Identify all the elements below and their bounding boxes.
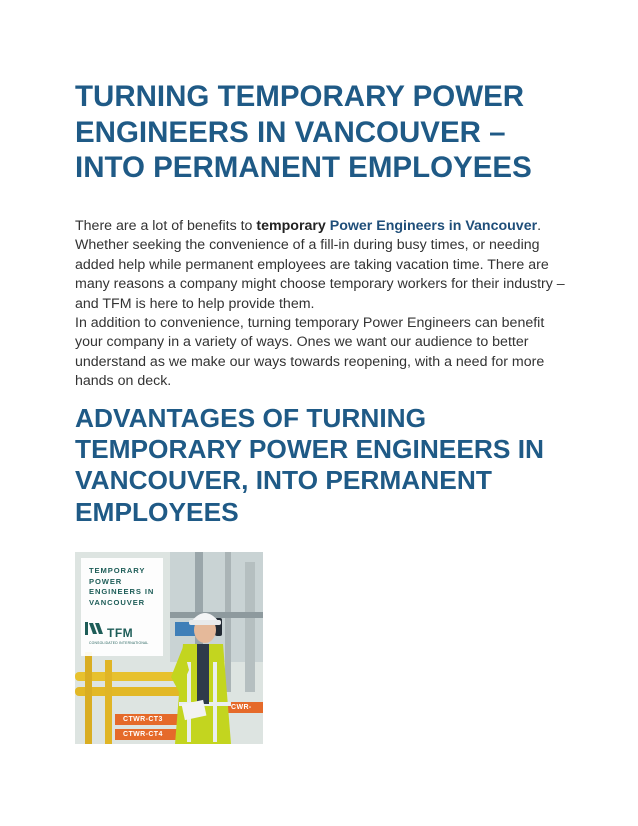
page-title: TURNING TEMPORARY POWER ENGINEERS IN VANCOUVER – INTO PERMANENT EMPLOYEES	[75, 80, 532, 184]
paragraph-1-rest: . Whether seeking the convenience of a fill-in during busy times, or needing added help while permanent employees are taking vacation time. There are many reasons a company might choose temporary workers for their industry – and TFM is here to help provide them.	[75, 218, 565, 312]
image-overlay-text: TEMPORARY POWER ENGINEERS IN VANCOUVER	[89, 566, 155, 607]
pipe-sign-3: CWR-	[231, 704, 252, 711]
article-image	[75, 552, 263, 744]
tfm-logo: TFM	[107, 626, 134, 640]
bold-temporary: temporary	[256, 218, 326, 234]
paragraph-2: In addition to convenience, turning temporary Power Engineers can benefit your company in a variety of ways. Ones we want our audience to better understand as we make our ways towards reopening, with a need for more hands on deck.	[75, 315, 545, 390]
pipe-sign-1: CTWR-CT3	[123, 716, 163, 723]
tfm-logo-tagline: CONSOLIDATED INTERNATIONAL	[89, 641, 149, 645]
article-body	[75, 217, 575, 392]
power-engineers-link[interactable]: Power Engineers in Vancouver	[329, 218, 538, 234]
paragraph-1-intro: There are a lot of benefits to	[75, 218, 257, 234]
pipe-sign-2: CTWR-CT4	[123, 731, 163, 738]
section-heading: ADVANTAGES OF TURNING TEMPORARY POWER ENGINEERS IN VANCOUVER, INTO PERMANENT EMPLOYEES	[75, 403, 545, 527]
paragraph-1	[75, 217, 575, 314]
